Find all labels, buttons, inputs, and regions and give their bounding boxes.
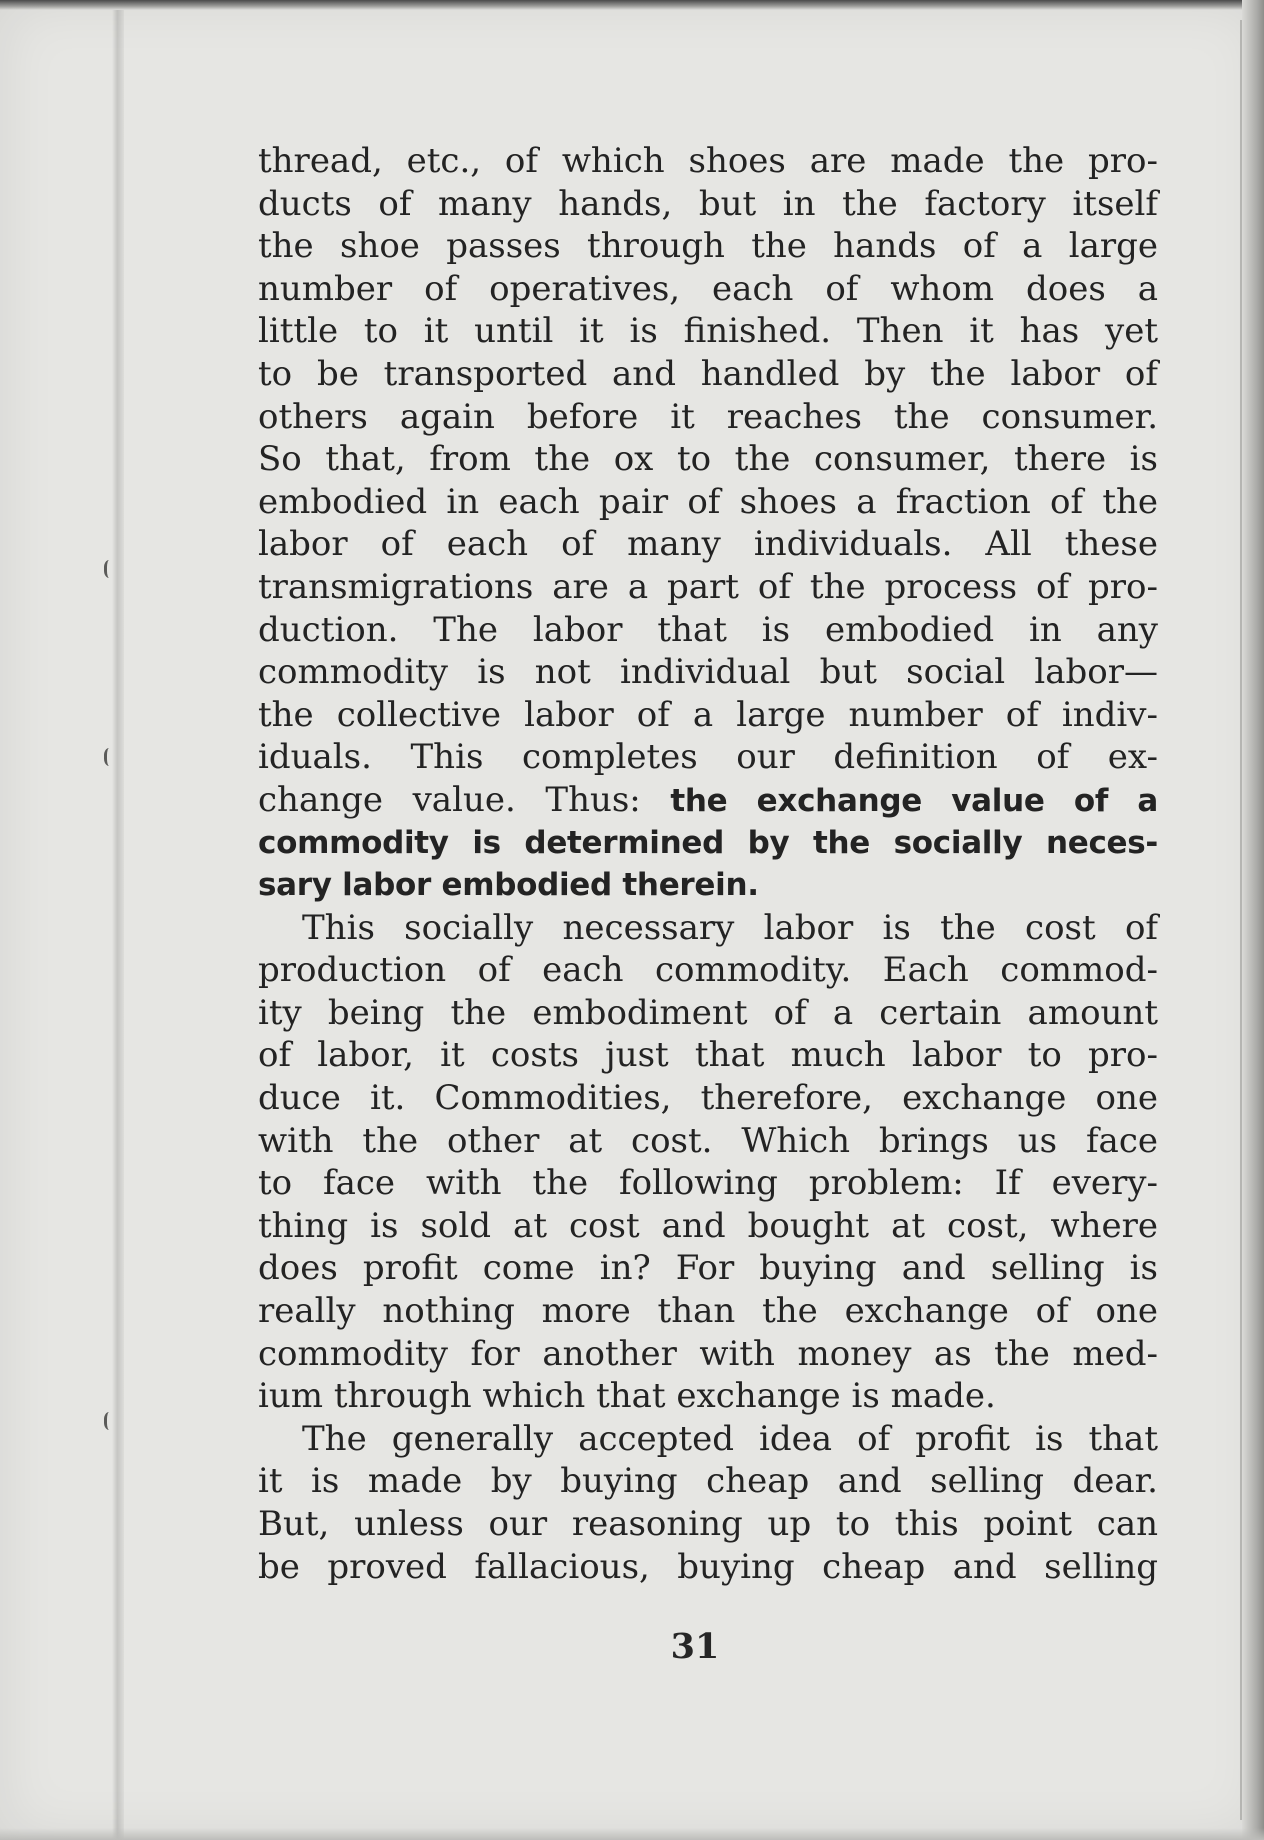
text-line: So that, from the ox to the consumer, there is	[258, 439, 1158, 480]
binding-stitch-mark	[104, 560, 117, 578]
text-line: The generally accepted idea of profit is that	[302, 1418, 1158, 1459]
page-right-edge-line	[1240, 20, 1242, 1820]
text-line: embodied in each pair of shoes a fraction of the	[258, 481, 1158, 522]
text-line: of labor, it costs just that much labor to pro-	[258, 1035, 1158, 1076]
text-line: the collective labor of a large number of indiv-	[258, 694, 1158, 735]
paragraph-3	[258, 1418, 1158, 1588]
text-line: does profit come in? For buying and selling is	[258, 1248, 1158, 1289]
text-line: with the other at cost. Which brings us face	[258, 1120, 1158, 1161]
text-line: the shoe passes through the hands of a large	[258, 226, 1158, 267]
text-line: commodity for another with money as the med-	[258, 1333, 1158, 1374]
text-line: production of each commodity. Each commod-	[258, 950, 1158, 991]
bold-emphasis-line: commodity is determined by the socially neces-	[258, 824, 1158, 861]
text-line-mixed	[258, 779, 1158, 822]
paragraph-1	[258, 140, 1158, 907]
text-line: commodity is not individual but social labor—	[258, 652, 1158, 693]
body-text	[258, 140, 1158, 1588]
text-line: number of operatives, each of whom does a	[258, 268, 1158, 309]
text-line: thing is sold at cost and bought at cost, where	[258, 1205, 1158, 1246]
text-line: duce it. Commodities, therefore, exchange one	[258, 1078, 1158, 1119]
bold-emphasis-line: sary labor embodied therein.	[258, 867, 759, 904]
text-line: really nothing more than the exchange of one	[258, 1291, 1158, 1332]
paragraph-2	[258, 907, 1158, 1418]
binding-stitch-mark	[104, 748, 117, 766]
text-line: But, unless our reasoning up to this point can	[258, 1504, 1158, 1544]
text-line: This socially necessary labor is the cost of	[302, 907, 1158, 948]
text-span: change value. Thus:	[258, 779, 671, 820]
page-right-edge	[1242, 0, 1264, 1840]
page-top-edge	[0, 0, 1264, 10]
text-line: thread, etc., of which shoes are made the pro-	[258, 141, 1158, 181]
text-line: iduals. This completes our definition of ex-	[258, 737, 1158, 778]
text-line: it is made by buying cheap and selling dear.	[258, 1461, 1158, 1502]
page-bottom-edge	[0, 1828, 1264, 1840]
text-line: labor of each of many individuals. All these	[258, 524, 1158, 565]
binding-stitch-mark	[104, 1412, 117, 1430]
bold-emphasis: the exchange value of a	[670, 782, 1158, 819]
text-line: to be transported and handled by the labor of	[258, 353, 1158, 394]
text-line: others again before it reaches the consumer.	[258, 396, 1158, 437]
text-line: be proved fallacious, buying cheap and selling	[258, 1546, 1158, 1587]
text-line: little to it until it is finished. Then it has yet	[258, 311, 1158, 352]
text-line: to face with the following problem: If every-	[258, 1163, 1158, 1204]
text-line: transmigrations are a part of the process of pro-	[258, 566, 1158, 607]
text-line: duction. The labor that is embodied in any	[258, 609, 1158, 650]
binding-gutter	[112, 10, 124, 1840]
text-line: ity being the embodiment of a certain amount	[258, 992, 1158, 1033]
page-number: 31	[670, 1626, 720, 1667]
text-line: ium through which that exchange is made.	[258, 1376, 996, 1417]
text-line: ducts of many hands, but in the factory itself	[258, 183, 1158, 224]
